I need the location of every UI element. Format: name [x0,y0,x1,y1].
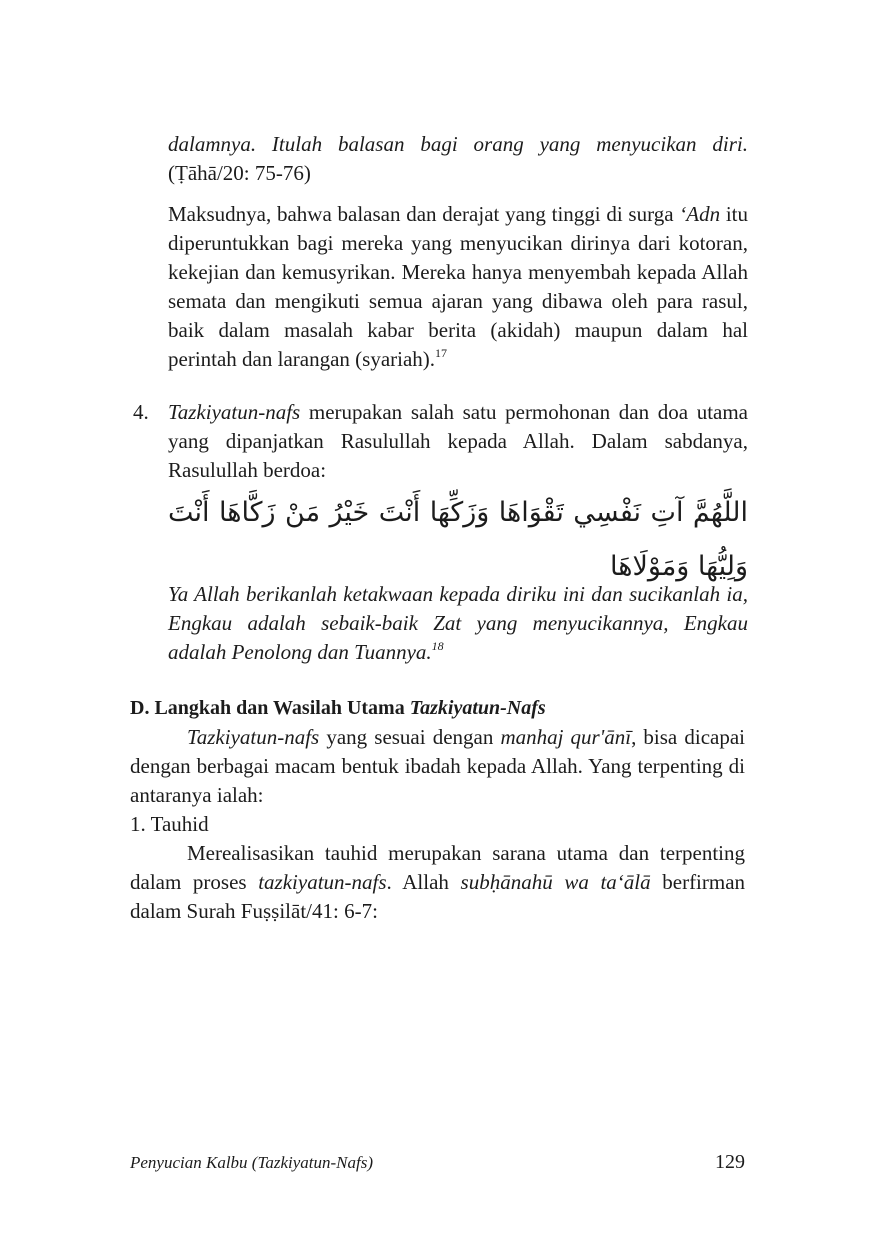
section-heading-text: D. Langkah dan Wasilah Utama [130,697,405,719]
prayer-translation-text: Ya Allah berikanlah ketakwaan kepada diriku ini dan sucikanlah ia, Engkau adalah sebaik-baik Zat yang menyucikannya, Engkau adalah Penolong dan Tuannya. [168,582,748,664]
item-4-paragraph [168,398,748,485]
quote-reference: (Ṭāhā/20: 75-76) [168,161,311,185]
footnote-17: 17 [435,346,448,360]
section-heading-term: Tazkiyatun-Nafs [409,697,546,719]
tauhid-term: tazkiyatun-nafs [258,870,387,894]
explanation-paragraph [168,200,748,374]
tauhid-text-start: Merealisasikan tauhid merupakan sarana utama dan terpenting dalam proses [130,841,745,894]
intro-text-end: , bisa dicapai dengan berbagai macam bentuk ibadah kepada Allah. Yang terpenting di antaranya ialah: [130,725,745,807]
running-footer-title: Penyucian Kalbu (Tazkiyatun-Nafs) [130,1153,374,1172]
quote-text: dalamnya. Itulah balasan bagi orang yang menyucikan diri. [168,132,748,156]
explanation-text-start: Maksudnya, bahwa balasan dan derajat yang tinggi di surga [168,202,674,226]
item-4-text: merupakan salah satu permohonan dan doa utama yang dipanjatkan Rasulullah kepada Allah. Dalam sabdanya, Rasulullah berdoa: [168,400,749,482]
tauhid-text-mid: . Allah [386,870,449,894]
arabic-prayer: اللَّهُمَّ آتِ نَفْسِي تَقْوَاهَا وَزَكِّهَا أَنْتَ خَيْرُ مَنْ زَكَّاهَا أَنْتَ وَلِيُّهَا وَمَوْلَاهَا [168,497,748,582]
tauhid-swt: subḥānahū wa ta‘ālā [460,870,651,894]
tauhid-paragraph [130,839,745,926]
item-4-number: 4. [133,400,149,424]
quote-ending [168,130,748,188]
intro-manhaj: manhaj qur'ānī [500,725,632,749]
page-number: 129 [715,1151,745,1173]
subheading-tauhid: 1. Tauhid [130,812,209,836]
intro-term: Tazkiyatun-nafs [187,725,320,749]
explanation-text-end: itu diperuntukkan bagi mereka yang menyucikan dirinya dari kotoran, kekejian dan kemusyrikan. Mereka hanya menyembah kepada Allah semata dan mengikuti semua ajaran yang dibawa oleh para rasul, baik dalam masalah kabar berita (akidah) maupun dalam hal perintah dan larangan (syariah). [168,202,749,371]
explanation-adn: ‘Adn [679,202,721,226]
prayer-translation [168,580,748,667]
section-heading [130,694,546,722]
item-4-term: Tazkiyatun-nafs [168,400,301,424]
footnote-18: 18 [431,639,444,653]
intro-text-mid: yang sesuai dengan [326,725,494,749]
tauhid-text-end: berfirman dalam Surah Fuṣṣilāt/41: 6-7: [130,870,746,923]
section-intro [130,723,745,810]
